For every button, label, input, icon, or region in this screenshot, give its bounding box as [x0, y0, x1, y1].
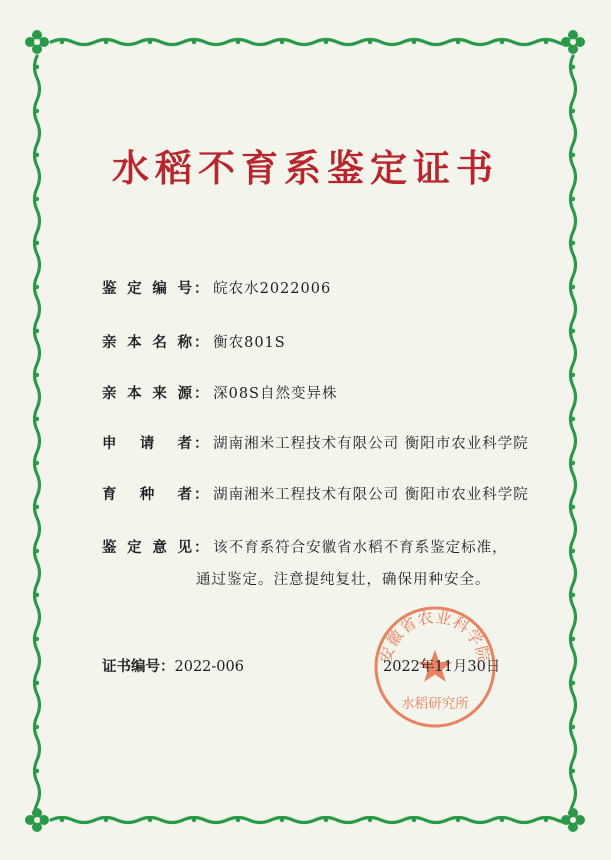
- field-label: 申请者: [102, 436, 192, 452]
- field-label: 鉴定意见: [102, 540, 192, 556]
- seal-bottom-text: 水稻研究所: [401, 696, 469, 712]
- field-opinion: 鉴定意见 ： 该不育系符合安徽省水稻不育系鉴定标准，: [102, 540, 508, 556]
- field-parent-name: 亲本名称 ： 衡农801S: [102, 335, 286, 351]
- certificate-number-label: 证书编号：: [102, 659, 175, 675]
- field-breeder: 育种者 ： 湖南湘米工程技术有限公司 衡阳市农业科学院: [102, 487, 529, 503]
- field-value: 该不育系符合安徽省水稻不育系鉴定标准，: [213, 540, 508, 556]
- field-parent-source: 亲本来源 ： 深08S自然变异株: [102, 386, 338, 402]
- certificate-number-value: 2022-006: [174, 659, 244, 675]
- opinion-line-2: 通过鉴定。注意提纯复壮，确保用种安全。: [196, 572, 491, 588]
- field-value: 衡农801S: [213, 335, 286, 351]
- field-value: 湖南湘米工程技术有限公司 衡阳市农业科学院: [213, 436, 529, 452]
- field-label: 亲本名称: [102, 335, 192, 351]
- field-applicant: 申请者 ： 湖南湘米工程技术有限公司 衡阳市农业科学院: [102, 436, 529, 452]
- field-label: 育种者: [102, 487, 192, 503]
- field-appraisal-number: 鉴定编号 ： 皖农水2022006: [102, 281, 332, 297]
- seal-arc-text: 安徽省农业科学院: [376, 608, 494, 665]
- certificate-number: [102, 655, 244, 676]
- field-label: 亲本来源: [102, 386, 192, 402]
- certificate-title: 水稻不育系鉴定证书: [112, 147, 499, 190]
- field-value: 湖南湘米工程技术有限公司 衡阳市农业科学院: [213, 487, 529, 503]
- field-label: 鉴定编号: [102, 281, 192, 297]
- field-value: 深08S自然变异株: [213, 386, 338, 402]
- field-value: 皖农水2022006: [213, 281, 332, 297]
- issue-date: 2022年11月30日: [383, 659, 501, 675]
